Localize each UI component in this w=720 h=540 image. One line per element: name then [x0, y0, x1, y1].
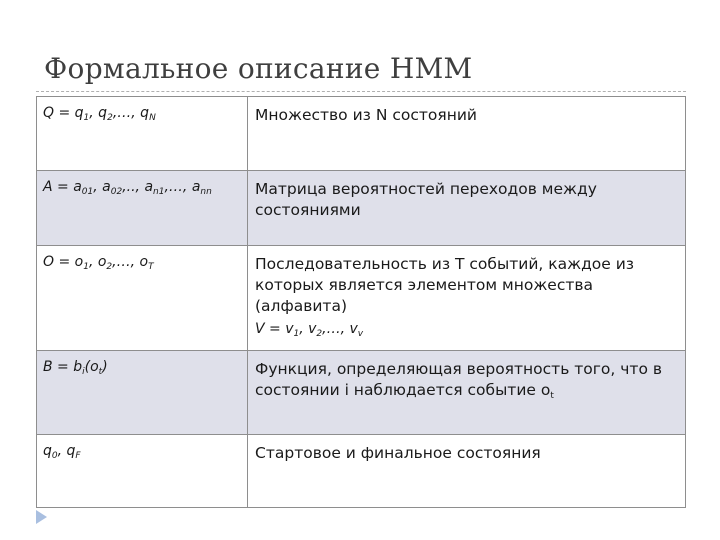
description-cell — [248, 351, 685, 434]
table-row — [37, 435, 686, 508]
subscript: 2 — [107, 113, 113, 123]
description-cell — [248, 435, 685, 507]
title-divider — [36, 91, 686, 92]
notation-cell — [37, 351, 248, 434]
description-cell — [248, 171, 685, 245]
subscript: v — [357, 329, 364, 339]
notation-cell — [37, 435, 248, 507]
slide-title: Формальное описание HMM — [44, 52, 473, 85]
alphabet-formula — [255, 319, 675, 345]
subscript: t — [98, 367, 103, 377]
table-row — [37, 97, 686, 171]
notation-text: O = o — [43, 254, 84, 270]
description-text: Стартовое и финальное состояния — [255, 444, 541, 462]
subscript: 2 — [316, 329, 323, 339]
formula-text: ,…, v — [322, 321, 358, 337]
subscript: t — [550, 391, 554, 401]
subscript: 01 — [81, 187, 94, 197]
description-text: Множество из N состояний — [255, 106, 477, 124]
description-text: Функция, определяющая вероятность того, что в состоянии i наблюдается событие o — [255, 360, 662, 399]
subscript: n1 — [153, 187, 165, 197]
notation-text: Q = q — [43, 105, 84, 121]
table-row — [37, 351, 686, 435]
subscript: F — [75, 451, 81, 461]
notation-text: ,…, a — [164, 179, 201, 195]
notation-cell — [37, 171, 248, 245]
subscript: 1 — [83, 262, 89, 272]
subscript: 1 — [293, 329, 300, 339]
subscript: i — [82, 367, 85, 377]
notation-text: A = a — [43, 179, 82, 195]
definitions-table — [36, 96, 686, 508]
notation-text: , q — [57, 443, 76, 459]
subscript: T — [148, 262, 154, 272]
description-cell — [248, 246, 685, 350]
subscript: nn — [200, 187, 212, 197]
table-row — [37, 171, 686, 246]
notation-text: ) — [102, 359, 108, 375]
description-text: Последовательность из T событий, каждое из которых является элементом множества (алфавита) — [255, 255, 635, 315]
subscript: 2 — [106, 262, 113, 272]
notation-text: , o — [88, 254, 107, 270]
formula-text: V = v — [255, 321, 294, 337]
table-row — [37, 246, 686, 351]
subscript: N — [149, 113, 156, 123]
subscript: 02 — [110, 187, 123, 197]
notation-text: ,.., a — [122, 179, 154, 195]
slide-marker-icon — [36, 510, 47, 524]
formula-text: , v — [299, 321, 317, 337]
subscript: 1 — [83, 113, 90, 123]
notation-text: ,…, o — [112, 254, 149, 270]
notation-text: q — [43, 443, 52, 459]
notation-text: ,…, q — [112, 105, 150, 121]
notation-text: , q — [89, 105, 108, 121]
notation-text: (o — [84, 359, 99, 375]
subscript: 0 — [51, 451, 58, 461]
notation-text: , a — [93, 179, 111, 195]
description-cell — [248, 97, 685, 170]
notation-cell — [37, 97, 248, 170]
notation-cell — [37, 246, 248, 350]
notation-text: B = b — [43, 359, 83, 375]
description-text: Матрица вероятностей переходов между состояниями — [255, 180, 597, 219]
